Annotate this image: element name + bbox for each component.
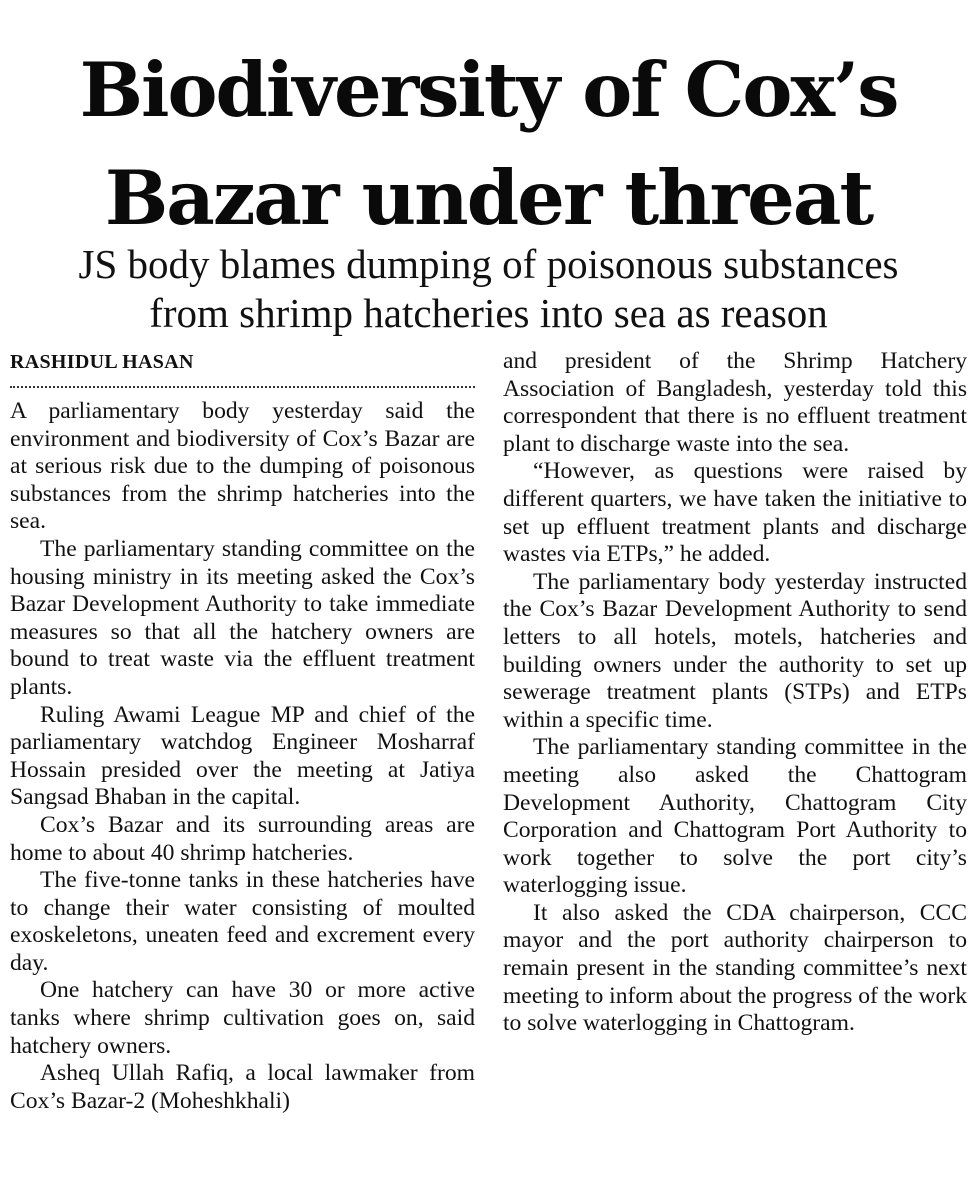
headline	[0, 36, 977, 252]
article-paragraph: Asheq Ullah Rafiq, a local lawmaker from Cox’s Bazar-2 (Moheshkhali)	[10, 1060, 475, 1114]
article-column-left	[10, 348, 475, 1115]
article-paragraph: Cox’s Bazar and its surrounding areas are home to about 40 shrimp hatcheries.	[10, 811, 475, 866]
article-paragraph: The parliamentary standing committee on the housing ministry in its meeting asked the Cox’s Bazar Development Authority to take immediate measures so that all the hatchery owners are bound to treat waste via the effluent treatment plants.	[10, 535, 475, 700]
article-paragraph: Ruling Awami League MP and chief of the parliamentary watchdog Engineer Mosharraf Hossain presided over the meeting at Jatiya Sangsad Bhaban in the capital.	[10, 701, 475, 811]
subheadline-line-1: JS body blames dumping of poisonous substances	[78, 241, 899, 287]
article-paragraph: It also asked the CDA chairperson, CCC mayor and the port authority chairperson to remain present in the standing committee’s next meeting to inform about the progress of the work to solve waterlogging in Chattogram.	[503, 899, 967, 1037]
byline: RASHIDUL HASAN	[10, 351, 194, 373]
byline-divider	[10, 386, 475, 388]
article-paragraph: and president of the Shrimp Hatchery Association of Bangladesh, yesterday told this correspondent that there is no effluent treatment plant to discharge waste into the sea.	[503, 348, 967, 457]
article-paragraph: The parliamentary body yesterday instructed the Cox’s Bazar Development Authority to send letters to all hotels, motels, hatcheries and building owners under the authority to set up sewerage treatment plants (STPs) and ETPs within a specific time.	[503, 568, 967, 733]
article-paragraph: The parliamentary standing committee in the meeting also asked the Chattogram Development Authority, Chattogram City Corporation and Chattogram Port Authority to work together to solve the port city’s waterlogging issue.	[503, 734, 967, 899]
headline-line-1: Biodiversity of Cox’s	[79, 46, 898, 134]
article-column-right	[503, 348, 967, 1038]
article-paragraph: “However, as questions were raised by different quarters, we have taken the initiative to set up effluent treatment plants and discharge wastes via ETPs,” he added.	[503, 458, 967, 568]
article-paragraph: The five-tonne tanks in these hatcheries have to change their water consisting of moulted exoskeletons, uneaten feed and excrement every day.	[10, 867, 475, 976]
subheadline-line-2: from shrimp hatcheries into sea as reason	[149, 290, 828, 336]
subheadline	[0, 240, 977, 338]
article-paragraph: A parliamentary body yesterday said the environment and biodiversity of Cox’s Bazar are at serious risk due to the dumping of poisonous substances from the shrimp hatcheries into the sea.	[10, 398, 475, 535]
article-paragraph: One hatchery can have 30 or more active tanks where shrimp cultivation goes on, said hatchery owners.	[10, 977, 475, 1059]
headline-line-2: Bazar under threat	[104, 154, 873, 242]
